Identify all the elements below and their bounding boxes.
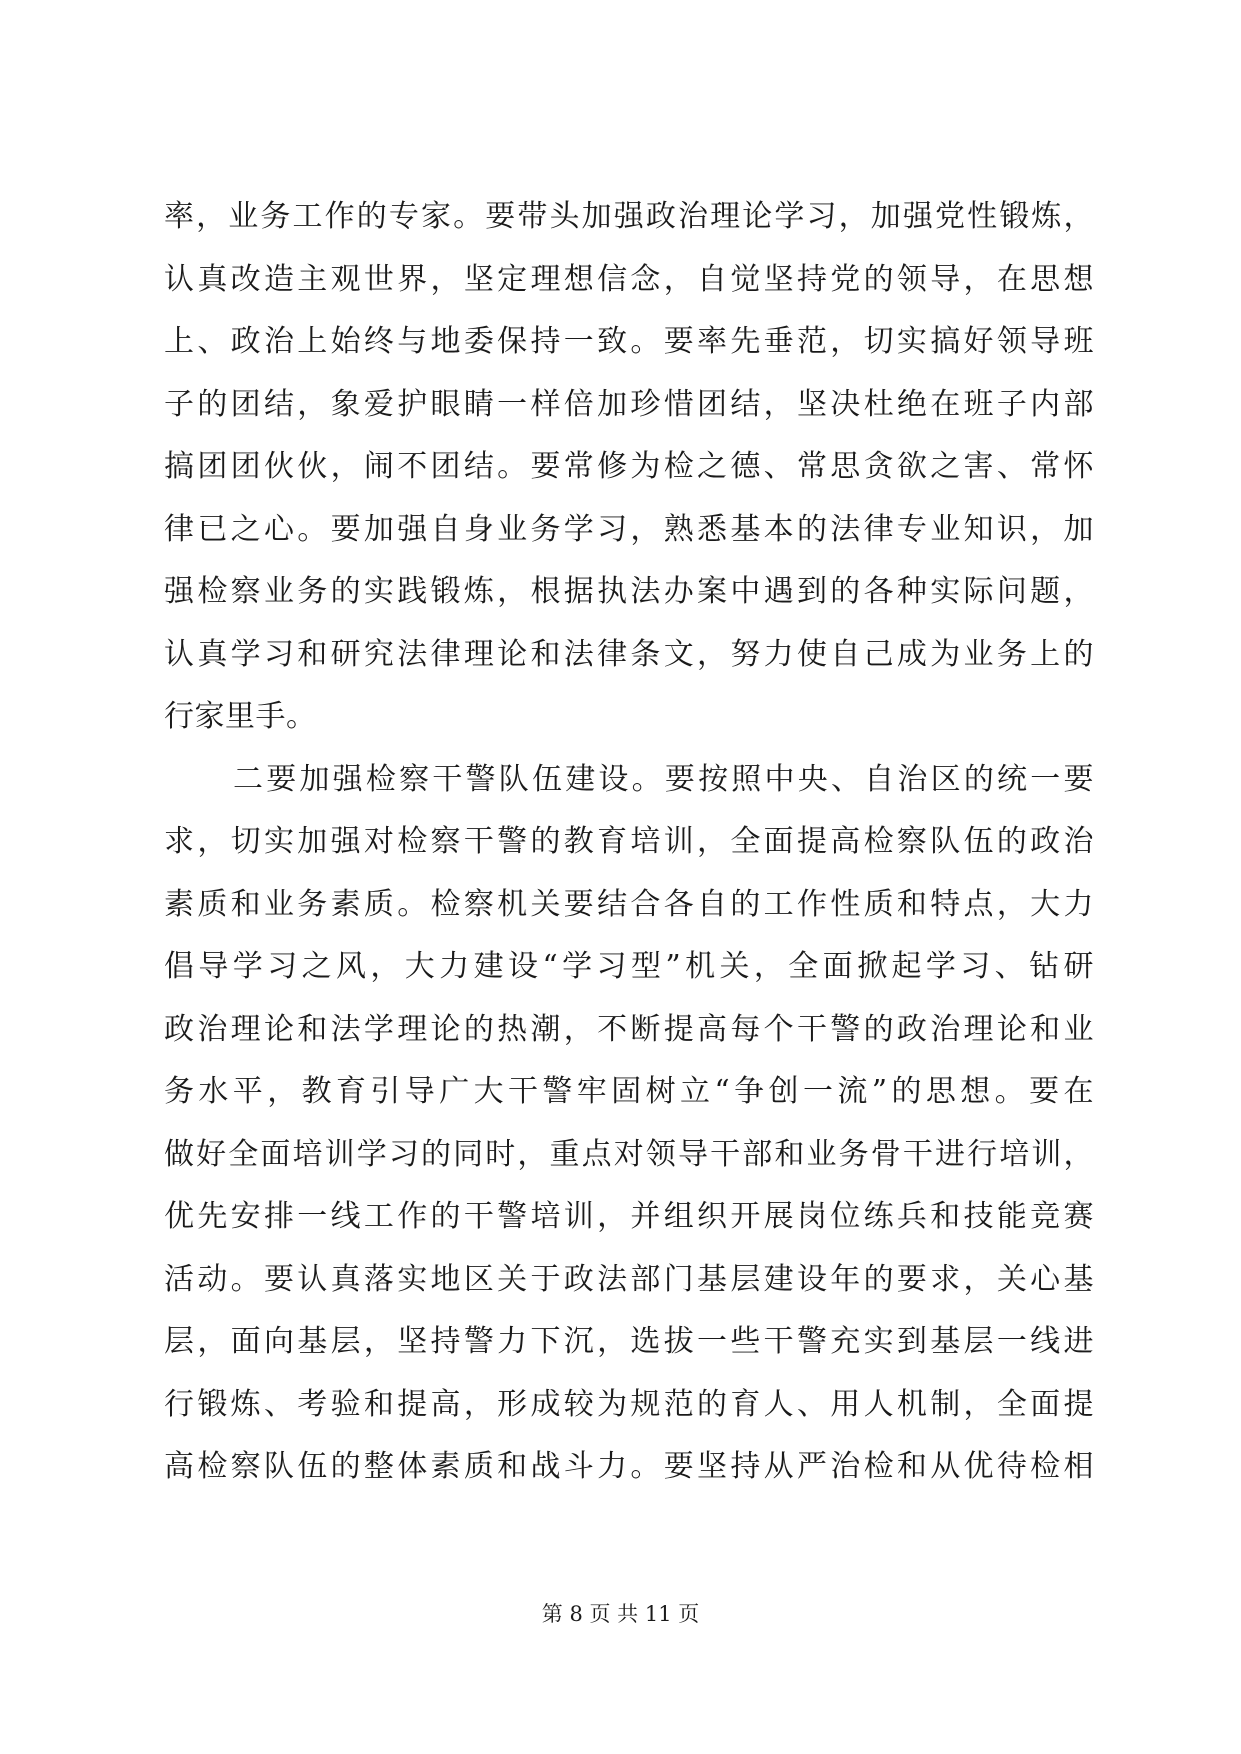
text-line: 求，切实加强对检察干警的教育培训，全面提高检察队伍的政治 (164, 824, 1094, 859)
text-line: 搞团团伙伙，闹不团结。要常修为检之德、常思贪欲之害、常怀 (164, 449, 1094, 484)
text-line: 认真学习和研究法律理论和法律条文，努力使自己成为业务上的 (164, 636, 1094, 672)
body-text (164, 186, 1094, 1499)
text-line: 律已之心。要加强自身业务学习，熟悉基本的法律专业知识，加 (164, 511, 1094, 547)
text-line: 层，面向基层，坚持警力下沉，选拔一些干警充实到基层一线进 (164, 1324, 1094, 1359)
text-line: 倡导学习之风，大力建设“学习型”机关，全面掀起学习、钻研 (164, 949, 1094, 984)
text-line: 率，业务工作的专家。要带头加强政治理论学习，加强党性锻炼， (164, 199, 1094, 234)
text-line: 认真改造主观世界，坚定理想信念，自觉坚持党的领导，在思想 (164, 261, 1094, 297)
text-line: 优先安排一线工作的干警培训，并组织开展岗位练兵和技能竞赛 (164, 1199, 1094, 1234)
text-line: 子的团结，象爱护眼睛一样倍加珍惜团结，坚决杜绝在班子内部 (164, 386, 1094, 422)
text-line: 上、政治上始终与地委保持一致。要率先垂范，切实搞好领导班 (164, 324, 1094, 359)
text-line: 政治理论和法学理论的热潮，不断提高每个干警的政治理论和业 (164, 1011, 1094, 1047)
text-line: 强检察业务的实践锻炼，根据执法办案中遇到的各种实际问题， (164, 574, 1094, 609)
text-line: 活动。要认真落实地区关于政法部门基层建设年的要求，关心基 (164, 1261, 1094, 1297)
page-number-footer: 第 8 页 共 11 页 (541, 1602, 700, 1626)
text-line: 做好全面培训学习的同时，重点对领导干部和业务骨干进行培训， (164, 1136, 1094, 1172)
text-line: 行锻炼、考验和提高，形成较为规范的育人、用人机制，全面提 (164, 1386, 1094, 1422)
text-line: 务水平，教育引导广大干警牢固树立“争创一流”的思想。要在 (164, 1074, 1094, 1109)
text-line: 高检察队伍的整体素质和战斗力。要坚持从严治检和从优待检相 (164, 1449, 1094, 1484)
text-line: 行家里手。 (164, 699, 317, 734)
text-line: 素质和业务素质。检察机关要结合各自的工作性质和特点，大力 (164, 886, 1094, 922)
paragraph-start-line: 二要加强检察干警队伍建设。要按照中央、自治区的统一要 (233, 761, 1094, 797)
